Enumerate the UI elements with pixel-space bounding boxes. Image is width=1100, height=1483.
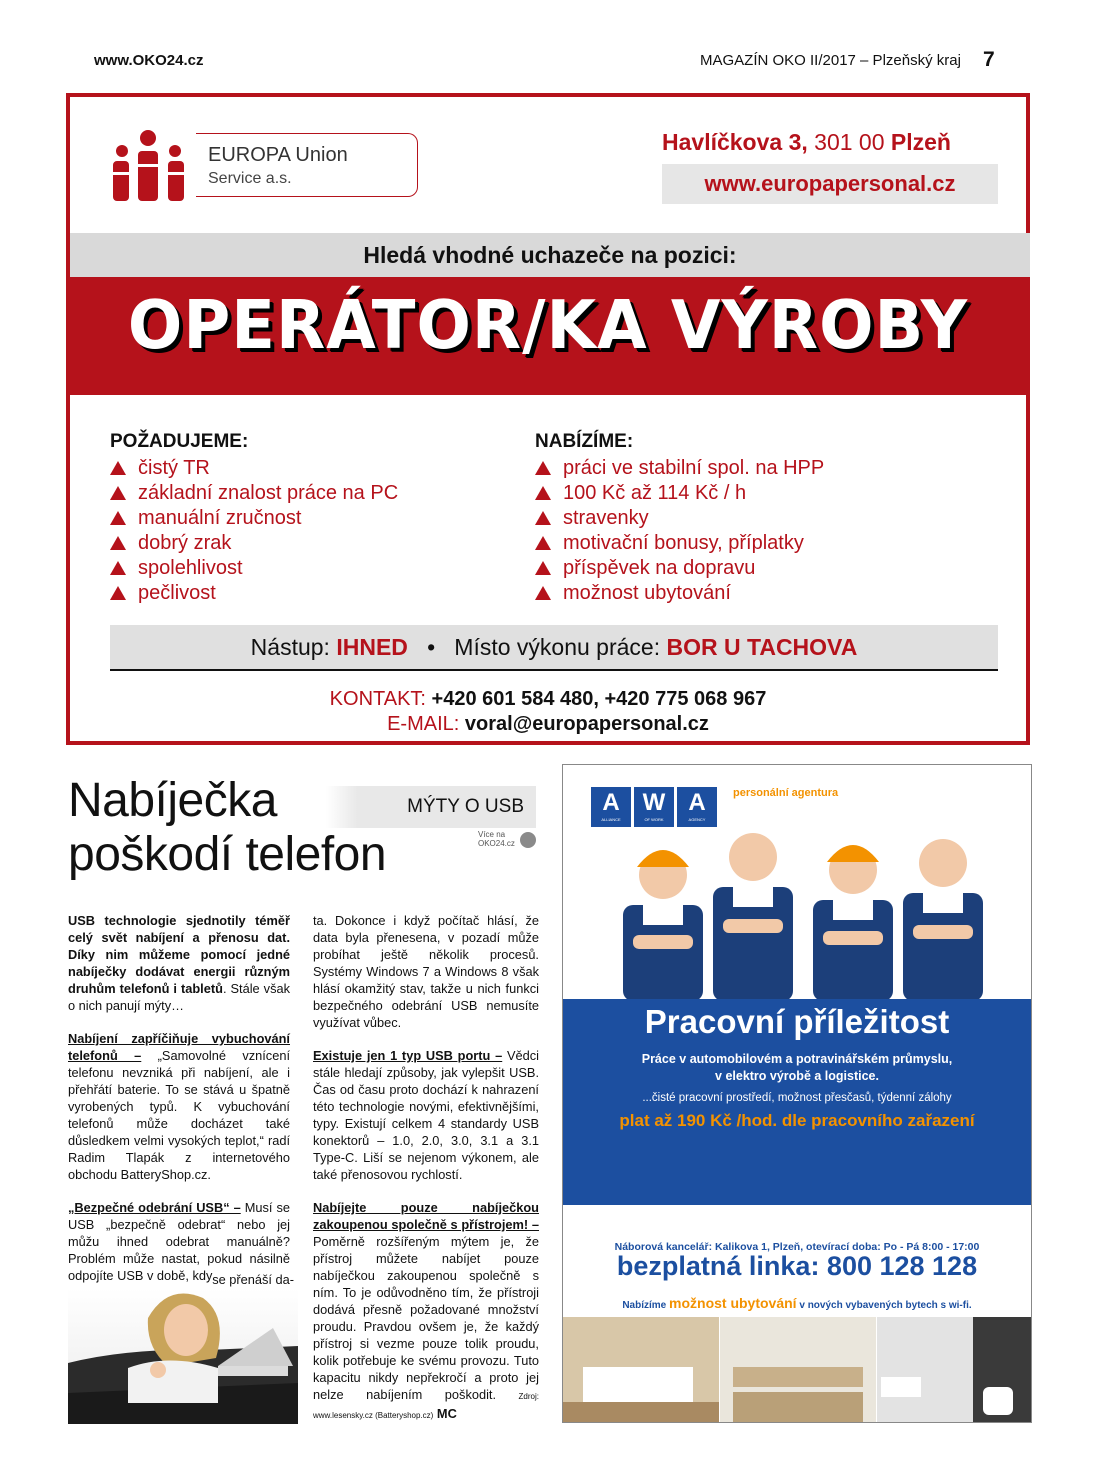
address-street: Havlíčkova 3, <box>662 129 808 155</box>
para2-text: „Samovolné vznícení telefonu nevzniká při nabíjení, ale i přehřátí baterie. To se stává u špatně vyrobených typů. K vybuchování telefonů může docházet také důsledkem velmi vysokých teplot,“ radí Radim Tlapák z internetového obchodu BatteryShop.cz. <box>68 1048 290 1182</box>
col2-para-3 <box>313 1199 539 1424</box>
offer-item <box>535 481 824 506</box>
article-source: Zdroj: www.lesensky.cz (Batteryshop.cz) <box>313 1392 539 1420</box>
requirement-item <box>110 481 398 506</box>
oko-logo-icon <box>520 832 536 848</box>
woman-laptop-image <box>68 1288 298 1424</box>
offer-item <box>535 456 824 481</box>
people-logo-icon <box>110 130 196 204</box>
offer-text: možnost ubytování <box>563 582 731 604</box>
article-para-2 <box>68 1030 290 1183</box>
requirement-item <box>110 556 398 581</box>
offer-text: stravenky <box>563 507 649 529</box>
requirement-text: pečlivost <box>138 582 216 604</box>
requirement-item <box>110 531 398 556</box>
address-city: Plzeň <box>890 129 951 155</box>
requirements-column <box>110 431 398 606</box>
start-value: IHNED <box>336 634 408 660</box>
intro-bold2: pomocí jedné nabíječky dodávat energii různým druhům telefonů i tabletů <box>68 947 291 996</box>
start-label: Nástup: <box>250 634 330 660</box>
awa-sub-3: AGENCY <box>688 817 706 822</box>
place-label: Místo výkonu práce: <box>454 634 661 660</box>
contact-phones[interactable]: +420 601 584 480, +420 775 068 967 <box>431 688 767 710</box>
awa-line2: v elektro výrobě a logistice. <box>715 1069 879 1083</box>
article-column-1 <box>68 912 290 1284</box>
col2-para2-head: Existuje jen 1 typ USB portu – <box>313 1048 503 1063</box>
offer-item <box>535 581 824 606</box>
offer-text: příspěvek na dopravu <box>563 557 756 579</box>
awa-tagline: personální agentura <box>733 787 839 799</box>
bullet-triangle-icon <box>110 461 126 475</box>
col2-para3-head: Nabíjejte pouze nabíječkou zakoupenou společně s přístrojem! – <box>313 1200 539 1232</box>
place-value: BOR U TACHOVA <box>666 634 858 660</box>
para3-head: „Bezpečné odebrání USB“ – <box>68 1200 241 1215</box>
seeking-heading: Hledá vhodné uchazeče na pozici: <box>70 233 1030 277</box>
col2-para-2 <box>313 1047 539 1183</box>
offer-item <box>535 506 824 531</box>
site-url[interactable]: www.OKO24.cz <box>94 52 204 69</box>
awa-housing-mid: možnost ubytování <box>669 1295 797 1311</box>
requirement-text: čistý TR <box>138 457 210 479</box>
intro-rest: . Stále však o nich panují mýty… <box>68 981 290 1013</box>
requirement-item <box>110 506 398 531</box>
awa-housing-post: v nových vybavených bytech s wi-fi. <box>799 1300 972 1311</box>
awa-housing <box>563 1295 1031 1311</box>
para3-tail: se přenáší da- <box>212 1272 294 1287</box>
contact-line <box>70 687 1026 712</box>
article-title-line1: Nabíječka <box>68 774 277 827</box>
website-link[interactable]: www.europapersonal.cz <box>662 164 998 204</box>
col2-para2-text: Vědci stále hledají způsoby, jak vylepšit USB. Čas od času proto dochází k nahrazení této technologie novými, efektivnějšími, typy. Existují celkem 4 standardy USB konektorů – 1.0, 2.0, 3.0, 3.1 a 3.1 Type-C. Liší se nejenom výkonem, ale také přenosovou rychlostí. <box>313 1048 539 1182</box>
article-tag: MÝTY O USB <box>326 786 536 828</box>
email-line <box>70 712 1026 737</box>
awa-hotline[interactable]: bezplatná linka: 800 128 128 <box>616 1251 978 1281</box>
bullet-triangle-icon <box>535 486 551 500</box>
bullet-triangle-icon <box>110 486 126 500</box>
offer-text: 100 Kč až 114 Kč / h <box>563 482 747 504</box>
address <box>662 129 951 156</box>
awa-line3: ...čisté pracovní prostředí, možnost přesčasů, týdenní zálohy <box>642 1092 952 1104</box>
awa-pay: plat až 190 Kč /hod. dle pracovního zařazení <box>619 1111 975 1130</box>
position-title: OPERÁTOR/KA VÝROBY <box>127 287 969 365</box>
requirement-item <box>110 581 398 606</box>
awa-housing-pre: Nabízíme <box>622 1300 667 1311</box>
offer-item <box>535 531 824 556</box>
offer-text: práci ve stabilní spol. na HPP <box>563 457 825 479</box>
bullet-triangle-icon <box>110 586 126 600</box>
requirements-list <box>110 456 398 606</box>
requirement-text: dobrý zrak <box>138 532 232 554</box>
more-link[interactable] <box>478 830 515 848</box>
article-title-line2: poškodí telefon <box>68 828 387 881</box>
email-address[interactable]: voral@europapersonal.cz <box>464 713 709 735</box>
awa-line1: Práce v automobilovém a potravinářském průmyslu, <box>641 1052 953 1066</box>
awa-office: Náborová kancelář: Kalikova 1, Plzeň, otevírací doba: Po - Pá 8:00 - 17:00 <box>614 1241 980 1253</box>
bullet-triangle-icon <box>535 536 551 550</box>
offers-title: NABÍZÍME: <box>535 431 634 452</box>
offer-text: motivační bonusy, příplatky <box>563 532 804 554</box>
contact-block <box>70 687 1026 737</box>
offers-list <box>535 456 824 606</box>
magazine-issue: MAGAZÍN OKO II/2017 – Plzeňský kraj <box>700 52 961 69</box>
contact-label: KONTAKT: <box>329 688 426 710</box>
col2-para3-text: Poměrně rozšířeným mýtem je, že přístroj můžete nabíjet pouze nabíječkou zakoupenou společně s ním. To je odůvodněno tím, že přístroji dodává přesně požadované množství proudu. Pravdou ovšem je, že každý přístroj si vezme pouze tolik proudu, kolik potřebuje ke svému provozu. Tuto kapacitu nikdy nepřekročí a proto jej nelze nabíjením poškodit. <box>313 1234 539 1402</box>
article-column-2 <box>313 912 539 1424</box>
awa-letter-1: A <box>602 789 620 816</box>
awa-lines <box>563 1051 1031 1107</box>
bullet-triangle-icon <box>110 536 126 550</box>
offer-item <box>535 556 824 581</box>
awa-advert <box>562 764 1032 1423</box>
awa-letter-3: A <box>688 789 706 816</box>
requirement-text: manuální zručnost <box>138 507 302 529</box>
article-author: MC <box>436 1406 457 1421</box>
bullet-triangle-icon <box>110 561 126 575</box>
bullet: • <box>427 634 436 660</box>
requirement-item <box>110 456 398 481</box>
email-label: E-MAIL: <box>387 713 460 735</box>
intro-bold: USB technologie sjednotily téměř celý svět nabíjení a přenosu dat. Díky nim můžeme <box>68 913 290 962</box>
workers-image <box>603 815 1003 1001</box>
europa-logo <box>110 130 380 204</box>
requirement-text: spolehlivost <box>138 557 243 579</box>
offers-column <box>535 431 824 606</box>
bullet-triangle-icon <box>535 561 551 575</box>
bullet-triangle-icon <box>535 511 551 525</box>
apartment-photos <box>563 1317 1031 1422</box>
europa-advert <box>66 93 1030 745</box>
article-photo <box>68 1288 298 1424</box>
bullet-triangle-icon <box>110 511 126 525</box>
para3-text: Musí se USB „bezpečně odebrat“ nebo jej můžu ihned odebrat manuálně? Problém může nastat, pokud násilně odpojíte USB v době, kdy <box>68 1200 290 1283</box>
logo-name: EUROPA Union <box>208 144 348 166</box>
bullet-triangle-icon <box>535 586 551 600</box>
requirements-title: POŽADUJEME: <box>110 431 249 452</box>
bullet-triangle-icon <box>535 461 551 475</box>
awa-sub-1: ALLIANCE <box>601 817 621 822</box>
more-line1: Více na <box>478 830 506 839</box>
start-bar <box>110 625 998 671</box>
para2-head: Nabíjení zapříčiňuje vybuchování telefonů – <box>68 1031 290 1063</box>
page-number: 7 <box>983 48 995 71</box>
logo-subname: Service a.s. <box>208 170 292 187</box>
more-line2: OKO24.cz <box>478 839 515 848</box>
address-zip: 301 00 <box>814 129 885 155</box>
awa-letter-2: W <box>642 789 666 816</box>
awa-sub-2: OF WORK <box>644 817 664 822</box>
article-intro <box>68 912 290 1014</box>
awa-headline: Pracovní příležitost <box>644 1003 950 1040</box>
requirement-text: základní znalost práce na PC <box>138 482 399 504</box>
col2-para-1: ta. Dokonce i když počítač hlásí, že data byla přenesena, v pozadí může probíhat ještě několik procesů. Systémy Windows 7 a Windows 8 však hlásí okamžitý stav, takže u nich funkci bezpečného odebrání USB nemusíte využívat vůbec. <box>313 913 539 1030</box>
